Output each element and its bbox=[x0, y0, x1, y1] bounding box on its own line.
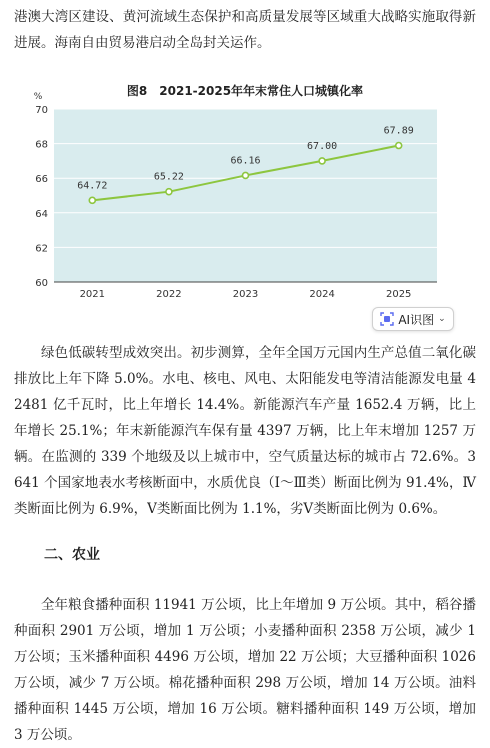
y-axis-unit: % bbox=[33, 92, 43, 102]
x-tick-label: 2025 bbox=[385, 289, 412, 300]
section-heading: 二、农业 bbox=[44, 547, 100, 563]
data-point bbox=[243, 172, 249, 178]
urbanization-chart bbox=[0, 80, 490, 305]
chart-title: 图8 2021-2025年年末常住人口城镇化率 bbox=[126, 84, 364, 98]
y-tick-label: 66 bbox=[35, 174, 48, 186]
data-label: 64.72 bbox=[77, 180, 108, 192]
x-tick-label: 2022 bbox=[156, 289, 182, 300]
ai-button-label: AI识图 bbox=[398, 312, 435, 327]
y-tick-label: 68 bbox=[35, 139, 48, 151]
x-tick-label: 2024 bbox=[309, 289, 335, 300]
plot-area bbox=[54, 109, 437, 282]
agriculture-paragraph: 全年粮食播种面积 11941 万公顷，比上年增加 9 万公顷。其中，稻谷播种面积 2901 万公顷，增加 1 万公顷；小麦播种面积 2358 万公顷，减少 1 万公顷；玉米播种面积 4496 万公顷，增加 22 万公顷；大豆播种面积 1026 万公顷，减少 7 万公顷。棉花播种面积 298 万公顷，增加 14 万公顷。油料播种面积 1445 万公顷，增加 16 万公顷。糖料播种面积 149 万公顷，增加 3 万公顷。 bbox=[14, 597, 476, 743]
data-label: 65.22 bbox=[153, 171, 184, 183]
data-label: 67.89 bbox=[383, 125, 414, 137]
data-label: 66.16 bbox=[230, 155, 261, 167]
ai-recognize-button[interactable] bbox=[372, 307, 454, 331]
y-tick-label: 60 bbox=[35, 278, 48, 289]
data-point bbox=[319, 158, 325, 164]
ai-scan-icon bbox=[380, 312, 394, 326]
x-tick-label: 2023 bbox=[232, 289, 259, 300]
data-point bbox=[396, 143, 402, 149]
data-point bbox=[89, 197, 95, 203]
intro-paragraph: 港澳大湾区建设、黄河流域生态保护和高质量发展等区域重大战略实施取得新进展。海南自由贸易港启动全岛封关运作。 bbox=[14, 9, 476, 51]
y-tick-label: 64 bbox=[35, 208, 48, 220]
data-label: 67.00 bbox=[307, 140, 338, 152]
chevron-down-icon: ⌄ bbox=[438, 314, 446, 324]
y-tick-label: 70 bbox=[35, 105, 48, 116]
data-point bbox=[166, 189, 172, 195]
y-tick-label: 62 bbox=[35, 243, 48, 255]
green-transition-paragraph: 绿色低碳转型成效突出。初步测算，全年全国万元国内生产总值二氧化碳排放比上年下降 5.0%。水电、核电、风电、太阳能发电等清洁能源发电量 42481 亿千瓦时，比上年增长 14.4%。新能源汽车产量 1652.4 万辆，比上年增长 25.1%；年末新能源汽车保有量 4397 万辆，比上年末增加 1257 万辆。在监测的 339 个地级及以上城市中，空气质量达标的城市占 72.6%。3641 个国家地表水考核断面中，水质优良（Ⅰ～Ⅲ类）断面比例为 91.4%，Ⅳ类断面比例为 6.9%，Ⅴ类断面比例为 1.1%，劣Ⅴ类断面比例为 0.6%。 bbox=[14, 345, 476, 517]
x-tick-label: 2021 bbox=[79, 289, 106, 300]
